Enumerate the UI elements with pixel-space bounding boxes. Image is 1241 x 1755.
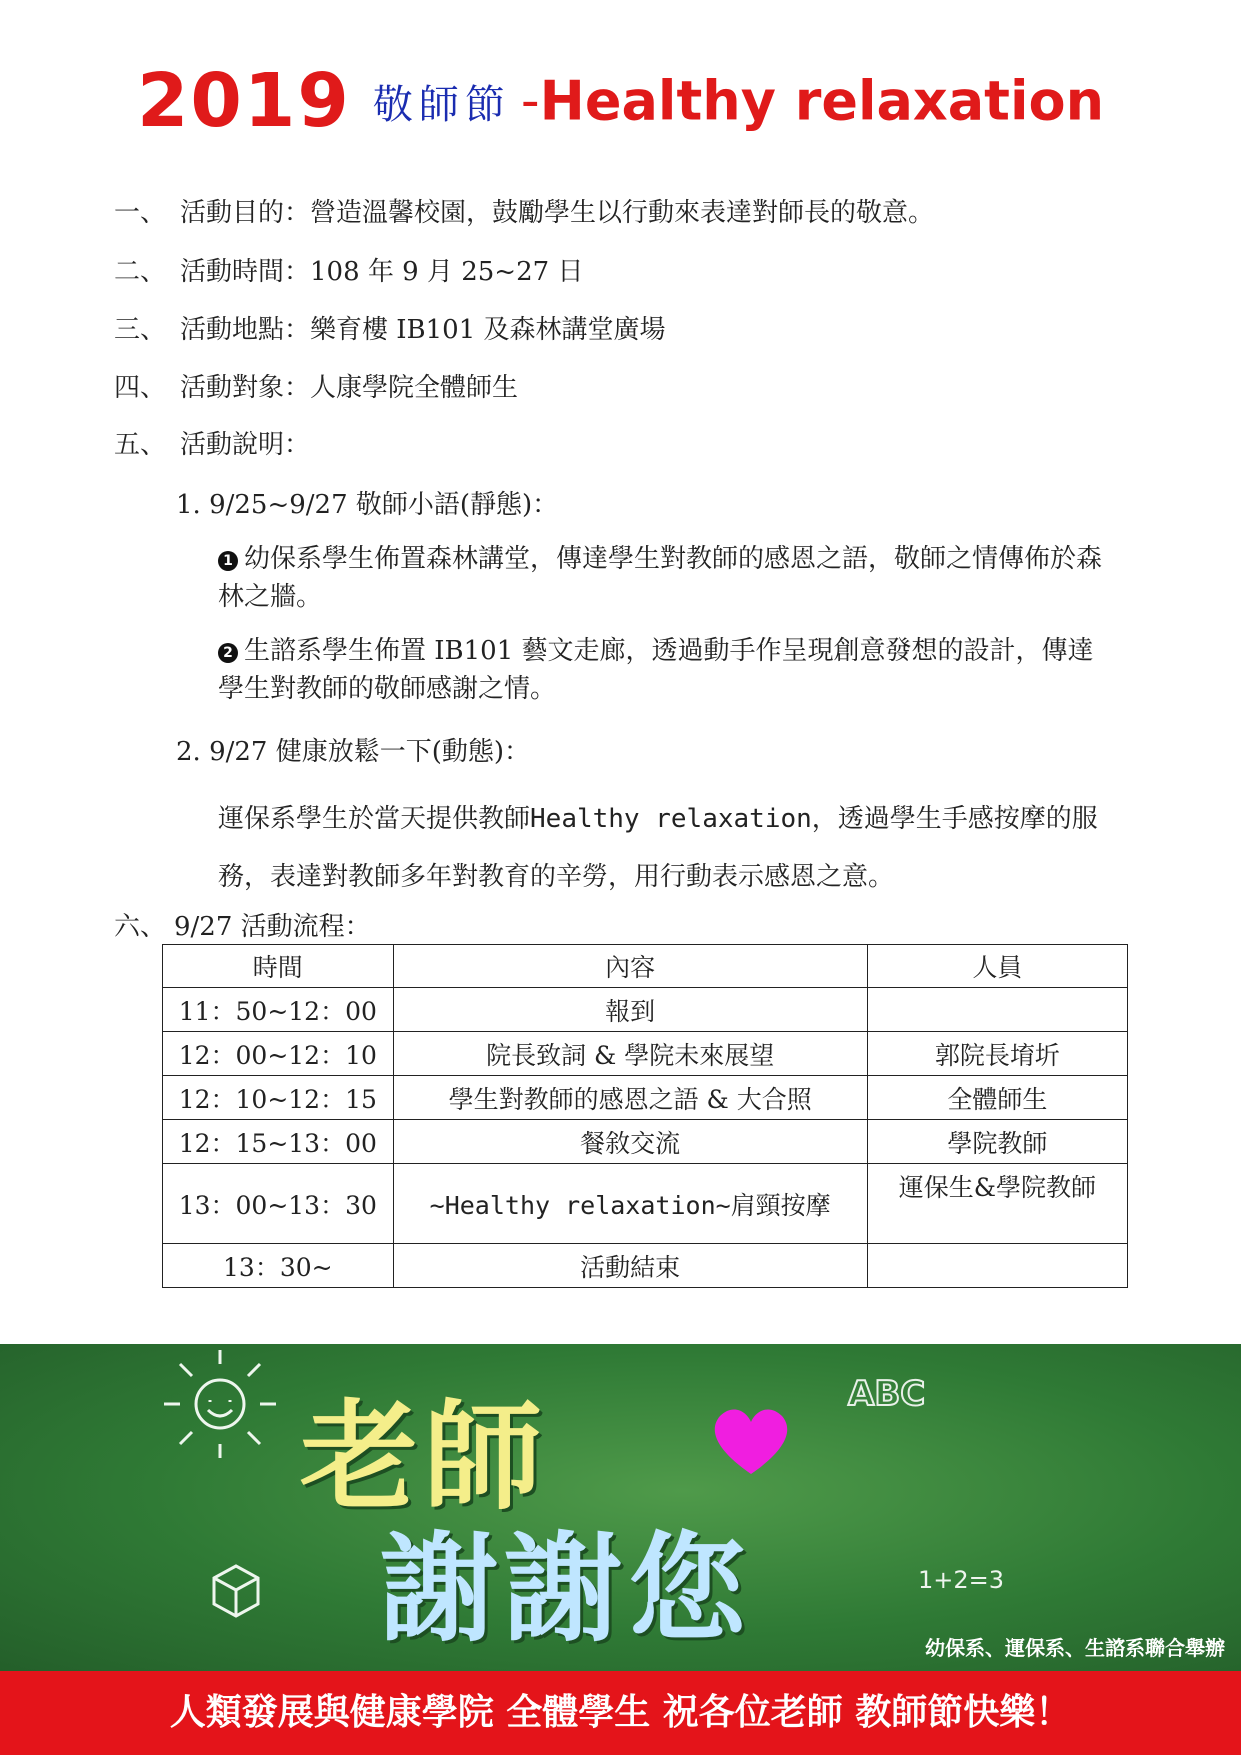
- chalkboard-banner: [0, 1344, 1241, 1671]
- table-row: [163, 988, 1128, 1032]
- title-dash: -: [520, 71, 540, 131]
- math-chalk-text: 1+2=3: [918, 1566, 1005, 1594]
- section-text: 9/27 活動流程：: [174, 912, 371, 942]
- cell-staff: 運保生&學院教師: [867, 1164, 1127, 1244]
- table-row: [163, 1076, 1128, 1120]
- banner-line-2: 謝謝您: [380, 1520, 753, 1658]
- footer-banner: 人類發展與健康學院 全體學生 祝各位老師 教師節快樂！: [0, 1671, 1241, 1755]
- column-header-content: 內容: [393, 945, 867, 988]
- section-description: [114, 430, 310, 460]
- section-number: 二、: [114, 257, 167, 287]
- section-number: 四、: [114, 373, 167, 403]
- organizer-note: 幼保系、運保系、生諮系聯合舉辦: [925, 1636, 1225, 1660]
- cell-staff: [867, 988, 1127, 1032]
- cell-staff: 全體師生: [867, 1076, 1127, 1120]
- cell-content: 報到: [393, 988, 867, 1032]
- bullet-text: 幼保系學生佈置森林講堂，傳達學生對教師的感恩之語，敬師之情傳佈於森林之牆。: [218, 544, 1103, 612]
- column-header-staff: 人員: [867, 945, 1127, 988]
- section-number: 三、: [114, 315, 167, 345]
- column-header-time: 時間: [163, 945, 394, 988]
- section-text: 活動地點：樂育樓 IB101 及森林講堂廣場: [180, 315, 666, 345]
- item1-bullet-1: [218, 540, 1118, 616]
- schedule-table: [162, 944, 1128, 1288]
- section-number: 一、: [114, 198, 167, 228]
- cell-time: 12：00~12：10: [163, 1032, 394, 1076]
- number-2-icon: 2: [218, 643, 238, 663]
- table-header-row: [163, 945, 1128, 988]
- cell-time: 13：00~13：30: [163, 1164, 394, 1244]
- section-schedule: [114, 912, 371, 942]
- title-year: 2019: [136, 58, 351, 144]
- title-festival: 敬師節: [372, 81, 511, 128]
- section-purpose: [114, 198, 934, 228]
- item2-paragraph: [218, 790, 1148, 906]
- cell-content: 活動結束: [393, 1244, 867, 1288]
- table-row: [163, 1120, 1128, 1164]
- table-row: [163, 1164, 1128, 1244]
- cell-staff: [867, 1244, 1127, 1288]
- section-audience: [114, 373, 518, 403]
- bullet-text: 生諮系學生佈置 IB101 藝文走廊，透過動手作呈現創意發想的設計，傳達學生對教師的敬師感謝之情。: [218, 636, 1094, 704]
- section-text: 活動說明：: [180, 430, 311, 460]
- cell-staff: 學院教師: [867, 1120, 1127, 1164]
- cell-time: 12：10~12：15: [163, 1076, 394, 1120]
- heart-icon: [706, 1400, 796, 1480]
- item1-heading: 1. 9/25~9/27 敬師小語(靜態)：: [176, 490, 559, 520]
- section-text: 活動目的：營造溫馨校園，鼓勵學生以行動來表達對師長的敬意。: [180, 198, 935, 228]
- paragraph-english: Healthy relaxation: [530, 804, 812, 834]
- cell-content: 餐敘交流: [393, 1120, 867, 1164]
- section-text: 活動時間：108 年 9 月 25~27 日: [180, 257, 584, 287]
- item1-bullet-2: [218, 632, 1118, 708]
- cell-time: 12：15~13：00: [163, 1120, 394, 1164]
- cell-time: 11：50~12：00: [163, 988, 394, 1032]
- paragraph-text: 運保系學生於當天提供教師: [218, 804, 531, 834]
- cell-time: 13：30~: [163, 1244, 394, 1288]
- cube-icon: [200, 1554, 270, 1624]
- cell-content: ~Healthy relaxation~肩頸按摩: [393, 1164, 867, 1244]
- table-row: [163, 1244, 1128, 1288]
- page-title: [0, 58, 1241, 144]
- banner-line-1: 老師: [300, 1388, 549, 1526]
- cell-content: 院長致詞 & 學院未來展望: [393, 1032, 867, 1076]
- section-location: [114, 315, 666, 345]
- title-english: Healthy relaxation: [539, 69, 1105, 133]
- section-number: 五、: [114, 430, 167, 460]
- section-time: [114, 257, 583, 287]
- table-row: [163, 1032, 1128, 1076]
- section-number: 六、: [114, 912, 167, 942]
- sun-icon: [150, 1344, 290, 1464]
- cell-content: 學生對教師的感恩之語 & 大合照: [393, 1076, 867, 1120]
- abc-chalk-text: ABC: [848, 1374, 926, 1414]
- item2-heading: 2. 9/27 健康放鬆一下(動態)：: [176, 737, 531, 767]
- paragraph-text: ，透過學生手感按摩的服務，表達對教師多年對教育的辛勞，用行動表示感恩之意。: [218, 804, 1098, 892]
- number-1-icon: 1: [218, 551, 238, 571]
- section-text: 活動對象：人康學院全體師生: [180, 373, 519, 403]
- cell-staff: 郭院長堉圻: [867, 1032, 1127, 1076]
